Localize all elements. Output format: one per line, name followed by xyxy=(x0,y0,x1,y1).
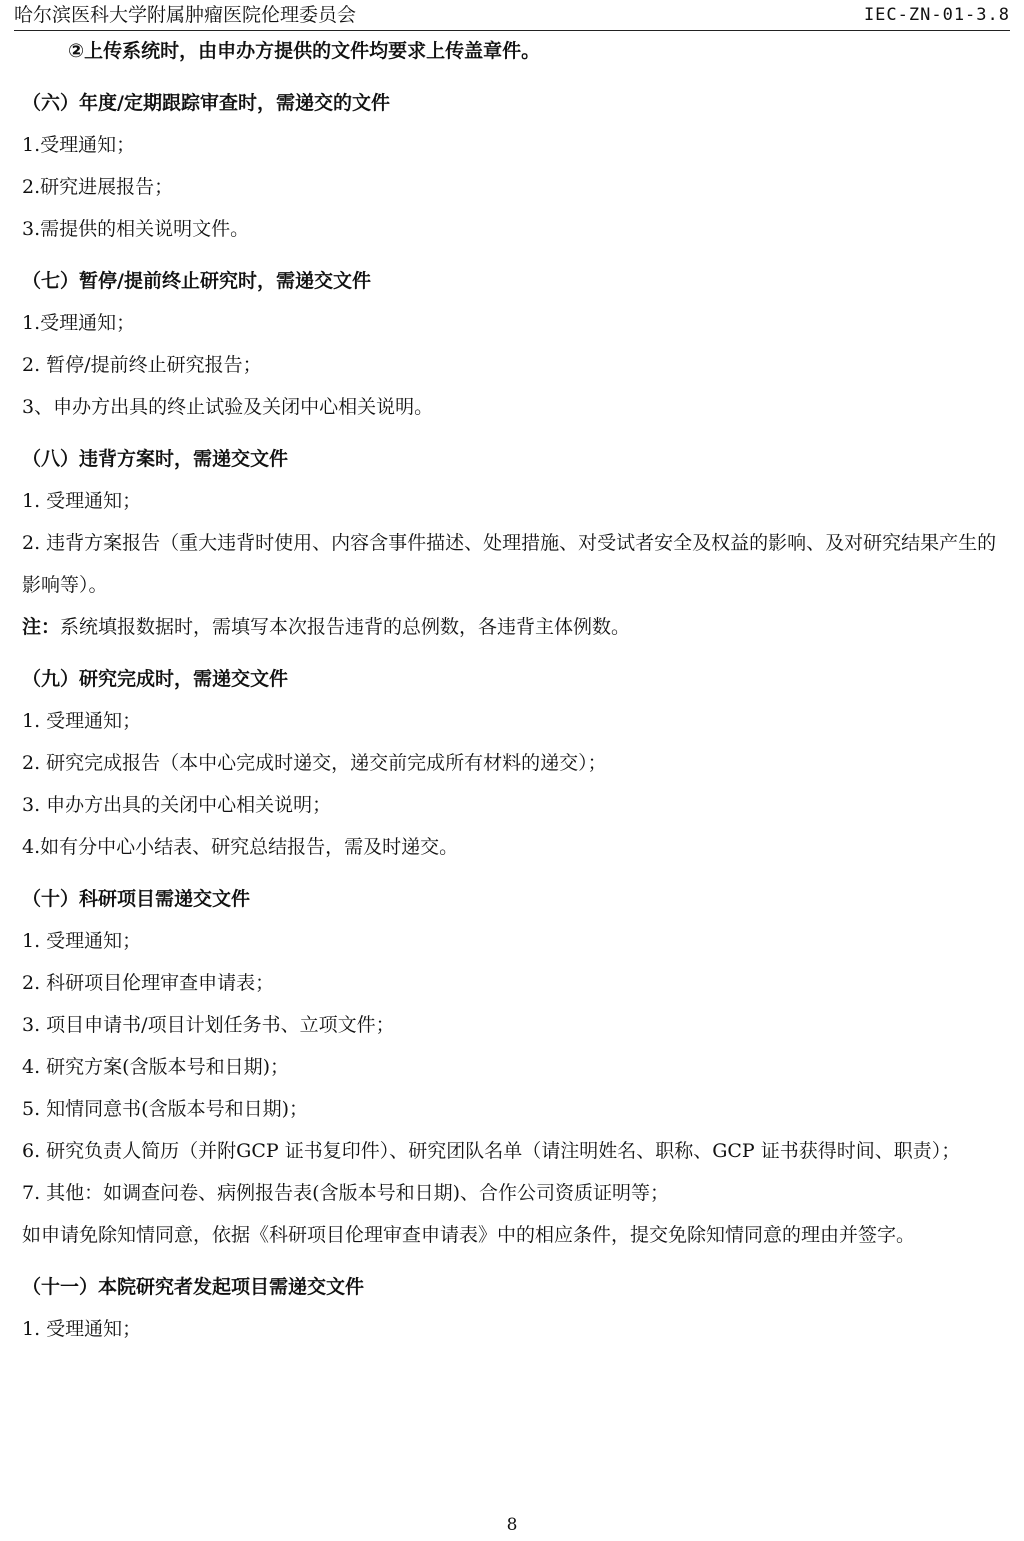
header-organization: 哈尔滨医科大学附属肿瘤医院伦理委员会 xyxy=(14,4,357,26)
section-heading: （十）科研项目需递交文件 xyxy=(22,888,251,910)
list-item: 3.需提供的相关说明文件。 xyxy=(22,218,250,240)
list-item: 1. 受理通知； xyxy=(22,710,142,732)
section-annual-review xyxy=(22,82,1006,250)
list-item: 7. 其他：如调查问卷、病例报告表(含版本号和日期)、合作公司资质证明等； xyxy=(22,1182,669,1204)
document-header xyxy=(14,0,1010,31)
list-item: 2. 科研项目伦理审查申请表； xyxy=(22,972,275,994)
list-item: 6. 研究负责人简历（并附GCP 证书复印件）、研究团队名单（请注明姓名、职称、GCP 证书获得时间、职责）； xyxy=(22,1140,961,1162)
section-heading: （十一）本院研究者发起项目需递交文件 xyxy=(22,1276,365,1298)
page-number: 8 xyxy=(506,1515,518,1535)
list-item: 1. 受理通知； xyxy=(22,490,142,512)
list-item: 1. 受理通知； xyxy=(22,930,142,952)
list-item: 3. 申办方出具的关闭中心相关说明； xyxy=(22,794,332,816)
list-item: 如申请免除知情同意，依据《科研项目伦理审查申请表》中的相应条件，提交免除知情同意的理由并签字。 xyxy=(22,1224,916,1246)
list-item: 1. 受理通知； xyxy=(22,1318,142,1340)
section-suspension xyxy=(22,260,1006,428)
note-line xyxy=(22,606,1006,648)
list-item: 3. 项目申请书/项目计划任务书、立项文件； xyxy=(22,1014,395,1036)
list-item: 2. 暂停/提前终止研究报告； xyxy=(22,354,262,376)
section-heading: （七）暂停/提前终止研究时，需递交文件 xyxy=(22,270,371,292)
list-item: 2. 研究完成报告（本中心完成时递交，递交前完成所有材料的递交）； xyxy=(22,752,607,774)
section-protocol-deviation xyxy=(22,438,1006,648)
section-heading: （八）违背方案时，需递交文件 xyxy=(22,448,289,470)
list-item: 3、申办方出具的终止试验及关闭中心相关说明。 xyxy=(22,396,434,418)
section-research-project xyxy=(22,878,1006,1256)
list-item: 4. 研究方案(含版本号和日期)； xyxy=(22,1056,289,1078)
note-label: 注： xyxy=(22,616,61,638)
section-heading: （九）研究完成时，需递交文件 xyxy=(22,668,289,690)
intro-line: ②上传系统时，由申办方提供的文件均要求上传盖章件。 xyxy=(68,40,541,62)
list-item: 4.如有分中心小结表、研究总结报告，需及时递交。 xyxy=(22,836,459,858)
list-item: 1.受理通知； xyxy=(22,312,136,334)
list-item: 2.研究进展报告； xyxy=(22,176,174,198)
list-item: 1.受理通知； xyxy=(22,134,136,156)
document-body xyxy=(22,30,1006,1350)
note-text: 系统填报数据时，需填写本次报告违背的总例数，各违背主体例数。 xyxy=(60,616,631,638)
section-study-completion xyxy=(22,658,1006,868)
list-item: 5. 知情同意书(含版本号和日期)； xyxy=(22,1098,308,1120)
header-document-code: IEC-ZN-01-3.8 xyxy=(863,5,1010,25)
section-heading: （六）年度/定期跟踪审查时，需递交的文件 xyxy=(22,92,390,114)
list-item: 2. 违背方案报告（重大违背时使用、内容含事件描述、处理措施、对受试者安全及权益的影响、及对研究结果产生的影响等）。 xyxy=(22,532,997,596)
section-investigator-initiated xyxy=(22,1266,1006,1350)
